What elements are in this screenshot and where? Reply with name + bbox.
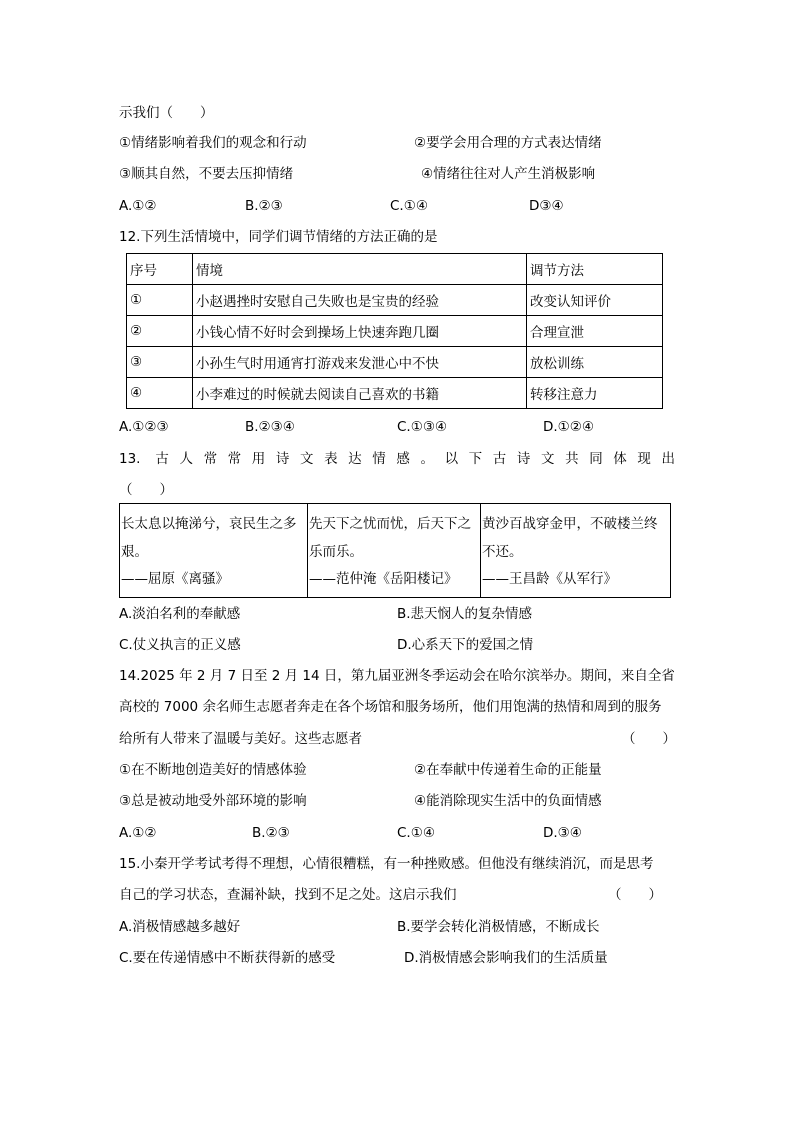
q13-option-d: D.心系天下的爱国之情 xyxy=(397,637,534,653)
q14-statement-1: ①在不断地创造美好的情感体验 xyxy=(119,762,307,778)
table-cell: ① xyxy=(127,285,193,316)
q11-statement-2: ②要学会用合理的方式表达情绪 xyxy=(414,135,602,151)
poem-2-line-1: 先天下之忧而忧，后天下之 xyxy=(309,516,471,532)
q14-statement-2: ②在奉献中传递着生命的正能量 xyxy=(414,762,602,778)
poem-1-line-1: 长太息以掩涕兮，哀民生之多 xyxy=(121,516,297,532)
q15-option-d: D.消极情感会影响我们的生活质量 xyxy=(404,950,608,966)
q11-option-a: A.①② xyxy=(119,198,157,214)
q12-option-a: A.①②③ xyxy=(119,419,169,435)
q14-option-c: C.①④ xyxy=(397,825,435,841)
q13-option-b: B.悲天悯人的复杂情感 xyxy=(397,606,533,622)
table-header-cell: 情境 xyxy=(193,254,527,285)
table-row xyxy=(127,347,663,378)
q11-stem-tail: 示我们（ ） xyxy=(119,105,214,121)
q13-option-a: A.淡泊名利的奉献感 xyxy=(119,606,241,622)
q12-table xyxy=(126,253,663,409)
q13-stem: 13. 古人常常用诗文表达情感。以下古诗文共同体现出 xyxy=(119,451,675,467)
q15-answer-paren: （ ） xyxy=(608,887,662,903)
poem-cell-2 xyxy=(308,504,481,598)
table-row xyxy=(120,504,671,598)
table-cell: 小钱心情不好时会到操场上快速奔跑几圈 xyxy=(193,316,527,347)
q13-poems-table xyxy=(119,503,671,598)
q15-stem-line-1: 15.小秦开学考试考得不理想，心情很糟糕，有一种挫败感。但他没有继续消沉，而是思考 xyxy=(119,856,654,872)
table-header-cell: 调节方法 xyxy=(527,254,663,285)
q12-option-d: D.①②④ xyxy=(543,419,594,435)
table-row xyxy=(127,378,663,409)
q13-answer-paren: （ ） xyxy=(119,482,173,498)
poem-1-source: ——屈原《离骚》 xyxy=(121,571,229,587)
poem-3-line-2: 不还。 xyxy=(482,544,523,560)
q14-option-d: D.③④ xyxy=(543,825,582,841)
table-cell: 转移注意力 xyxy=(527,378,663,409)
table-cell: 小赵遇挫时安慰自己失败也是宝贵的经验 xyxy=(193,285,527,316)
q11-option-b: B.②③ xyxy=(245,198,283,214)
q12-stem: 12.下列生活情境中，同学们调节情绪的方法正确的是 xyxy=(119,229,438,245)
q12-option-b: B.②③④ xyxy=(245,419,295,435)
q14-stem-line-2: 高校的 7000 余名师生志愿者奔走在各个场馆和服务场所，他们用饱满的热情和周到的服务 xyxy=(119,699,662,715)
poem-cell-1 xyxy=(120,504,308,598)
table-cell: 放松训练 xyxy=(527,347,663,378)
poem-1-line-2: 艰。 xyxy=(121,544,148,560)
q11-statement-4: ④情绪往往对人产生消极影响 xyxy=(421,166,596,182)
q15-option-a: A.消极情感越多越好 xyxy=(119,919,241,935)
poem-cell-3 xyxy=(481,504,671,598)
q14-stem-line-1: 14.2025 年 2 月 7 日至 2 月 14 日，第九届亚洲冬季运动会在哈尔滨举办。期间，来自全省 xyxy=(119,668,675,684)
table-cell: ③ xyxy=(127,347,193,378)
q14-answer-paren: （ ） xyxy=(622,731,676,747)
table-row xyxy=(127,285,663,316)
q11-statement-1: ①情绪影响着我们的观念和行动 xyxy=(119,135,307,151)
table-header-cell: 序号 xyxy=(127,254,193,285)
q14-statement-4: ④能消除现实生活中的负面情感 xyxy=(414,793,602,809)
q14-option-a: A.①② xyxy=(119,825,157,841)
q14-option-b: B.②③ xyxy=(252,825,290,841)
table-cell: ② xyxy=(127,316,193,347)
table-cell: 改变认知评价 xyxy=(527,285,663,316)
table-cell: 小孙生气时用通宵打游戏来发泄心中不快 xyxy=(193,347,527,378)
poem-2-line-2: 乐而乐。 xyxy=(309,544,363,560)
table-row xyxy=(127,254,663,285)
q11-statement-3: ③顺其自然，不要去压抑情绪 xyxy=(119,166,294,182)
q12-option-c: C.①③④ xyxy=(397,419,448,435)
table-cell: 小李难过的时候就去阅读自己喜欢的书籍 xyxy=(193,378,527,409)
poem-3-source: ——王昌龄《从军行》 xyxy=(482,571,617,587)
q14-stem-line-3: 给所有人带来了温暖与美好。这些志愿者 xyxy=(119,731,362,747)
q15-stem-line-2: 自己的学习状态，查漏补缺，找到不足之处。这启示我们 xyxy=(119,887,457,903)
table-row xyxy=(127,316,663,347)
table-cell: 合理宣泄 xyxy=(527,316,663,347)
q14-statement-3: ③总是被动地受外部环境的影响 xyxy=(119,793,307,809)
poem-2-source: ——范仲淹《岳阳楼记》 xyxy=(309,571,458,587)
poem-3-line-1: 黄沙百战穿金甲，不破楼兰终 xyxy=(482,516,658,532)
table-cell: ④ xyxy=(127,378,193,409)
q15-option-c: C.要在传递情感中不断获得新的感受 xyxy=(119,950,336,966)
q15-option-b: B.要学会转化消极情感，不断成长 xyxy=(397,919,600,935)
q11-option-c: C.①④ xyxy=(390,198,428,214)
q13-option-c: C.仗义执言的正义感 xyxy=(119,637,241,653)
q11-option-d: D③④ xyxy=(529,198,564,214)
